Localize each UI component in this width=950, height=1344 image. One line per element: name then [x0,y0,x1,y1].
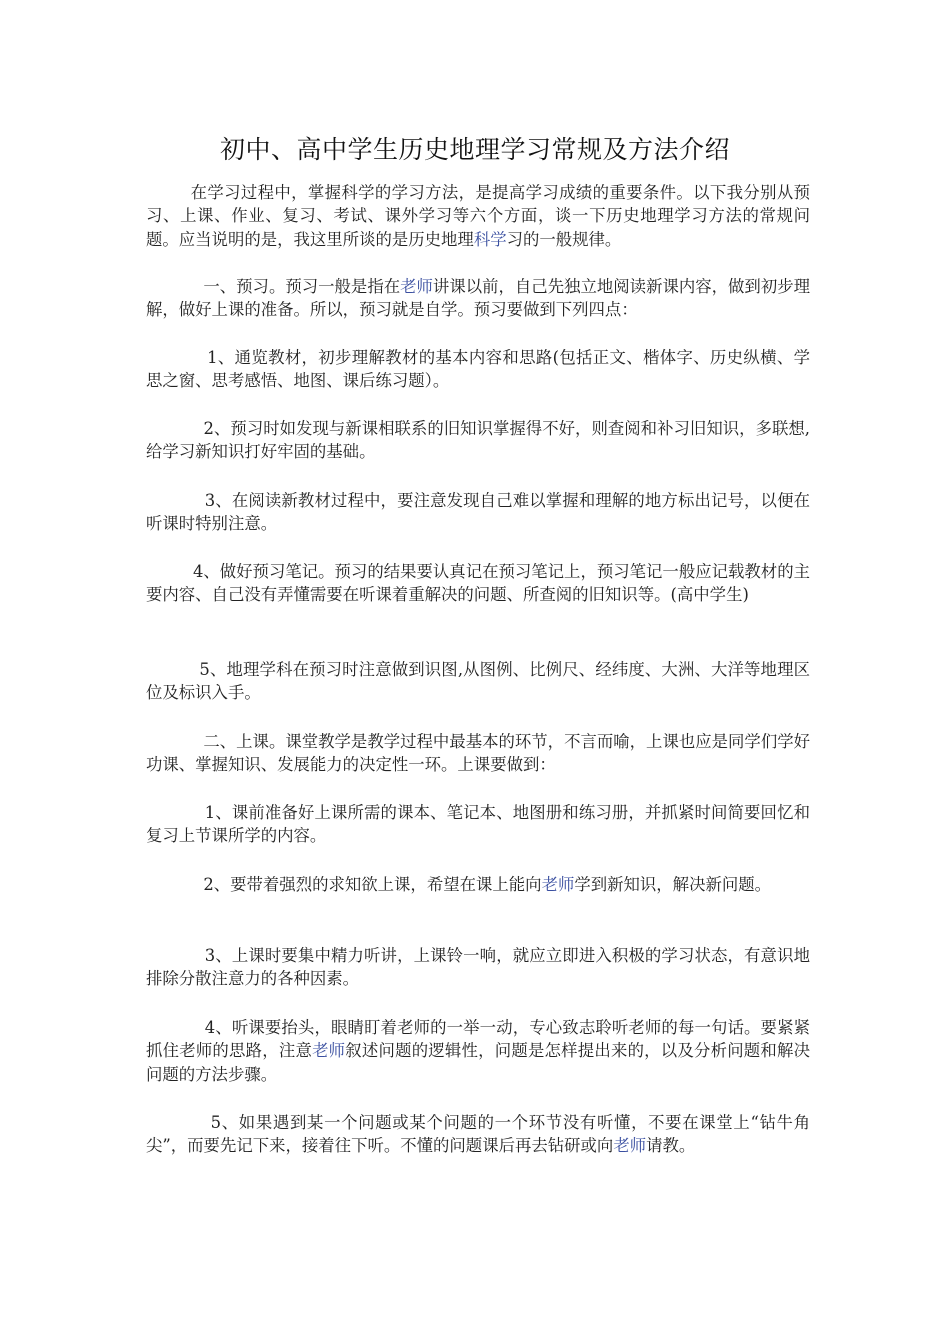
indent [146,803,205,822]
indent [146,1018,205,1037]
lesson-item-3 [146,944,810,991]
lesson-item-5 [146,1111,810,1158]
document-title: 初中、高中学生历史地理学习常规及方法介绍 [219,135,730,164]
teacher-link[interactable]: 老师 [312,1041,346,1061]
lesson-heading-paragraph [146,730,810,777]
intro-paragraph [146,181,810,251]
text: 讲课以前，自己先独立地阅读新课内容，做到初步理解，做好上课的准备。所以，预习就是自学。预习要做到下列四点： [146,277,811,320]
preview-item-3 [146,489,810,536]
preview-item-4 [146,560,810,607]
indent [146,183,191,202]
text: 请教。 [646,1136,696,1156]
indent [146,660,199,679]
indent [146,419,204,438]
preview-item-5 [146,658,810,705]
preview-item-2 [146,417,810,464]
indent [146,277,203,296]
text: 4、听课要抬头，眼睛盯着老师的一举一动，专心致志聆听老师的每一句话。要紧紧抓住老师的思路，注意 [146,1018,810,1061]
indent [146,491,205,510]
preview-heading-paragraph [146,275,810,322]
text: 2、要带着强烈的求知欲上课，希望在课上能向 [203,875,542,894]
text: 叙述问题的逻辑性，问题是怎样提出来的，以及分析问题和解决问题的方法步骤。 [146,1041,811,1084]
indent [146,732,203,751]
text: 1、课前准备好上课所需的课本、笔记本、地图册和练习册，并抓紧时间简要回忆和复习上节课所学的内容。 [146,803,810,846]
text: 在学习过程中，掌握科学的学习方法，是提高学习成绩的重要条件。以下我分别从预习、上课、作业、复习、考试、课外学习等六个方面，谈一下历史地理学习方法的常规问题。应当说明的是，我这里所谈的是历史地理 [146,183,811,249]
text: 二、上课。课堂教学是教学过程中最基本的环节，不言而喻，上课也应是同学们学好功课、掌握知识、发展能力的决定性一环。上课要做到： [146,732,811,775]
indent [146,562,193,581]
text: 4、做好预习笔记。预习的结果要认真记在预习笔记上，预习笔记一般应记载教材的主要内容、自己没有弄懂需要在听课着重解决的问题、所查阅的旧知识等。(高中学生) [146,562,810,605]
text: 2、预习时如发现与新课相联系的旧知识掌握得不好，则查阅和补习旧知识，多联想,给学习新知识打好牢固的基础。 [146,419,811,462]
teacher-link[interactable]: 老师 [613,1136,647,1156]
text: 3、上课时要集中精力听讲，上课铃一响，就应立即进入积极的学习状态，有意识地排除分散注意力的各种因素。 [146,946,810,989]
text: 学到新知识，解决新问题。 [574,875,772,894]
science-link[interactable]: 科学 [473,229,507,249]
lesson-item-4 [146,1016,810,1086]
text: 5、如果遇到某一个问题或某个问题的一个环节没有听懂，不要在课堂上“钻牛角尖”，而要先记下来，接着往下听。不懂的问题课后再去钻研或向 [146,1113,811,1156]
teacher-link[interactable]: 老师 [541,875,575,894]
preview-item-1 [146,346,810,393]
indent [146,1113,211,1132]
text: 习的一般规律。 [506,229,622,249]
text: 1、通览教材，初步理解教材的基本内容和思路(包括正文、楷体字、历史纵横、学思之窗、思考感悟、地图、课后练习题）。 [146,348,811,391]
lesson-item-2 [146,873,810,896]
indent [146,946,205,965]
text: 3、在阅读新教材过程中，要注意发现自己难以掌握和理解的地方标出记号，以便在听课时特别注意。 [146,491,810,534]
teacher-link[interactable]: 老师 [400,277,433,296]
text: 5、地理学科在预习时注意做到识图,从图例、比例尺、经纬度、大洲、大洋等地理区位及标识入手。 [146,660,810,703]
lesson-item-1 [146,801,810,848]
indent [146,875,203,894]
indent [146,348,207,367]
text: 一、预习。预习一般是指在 [203,277,401,296]
